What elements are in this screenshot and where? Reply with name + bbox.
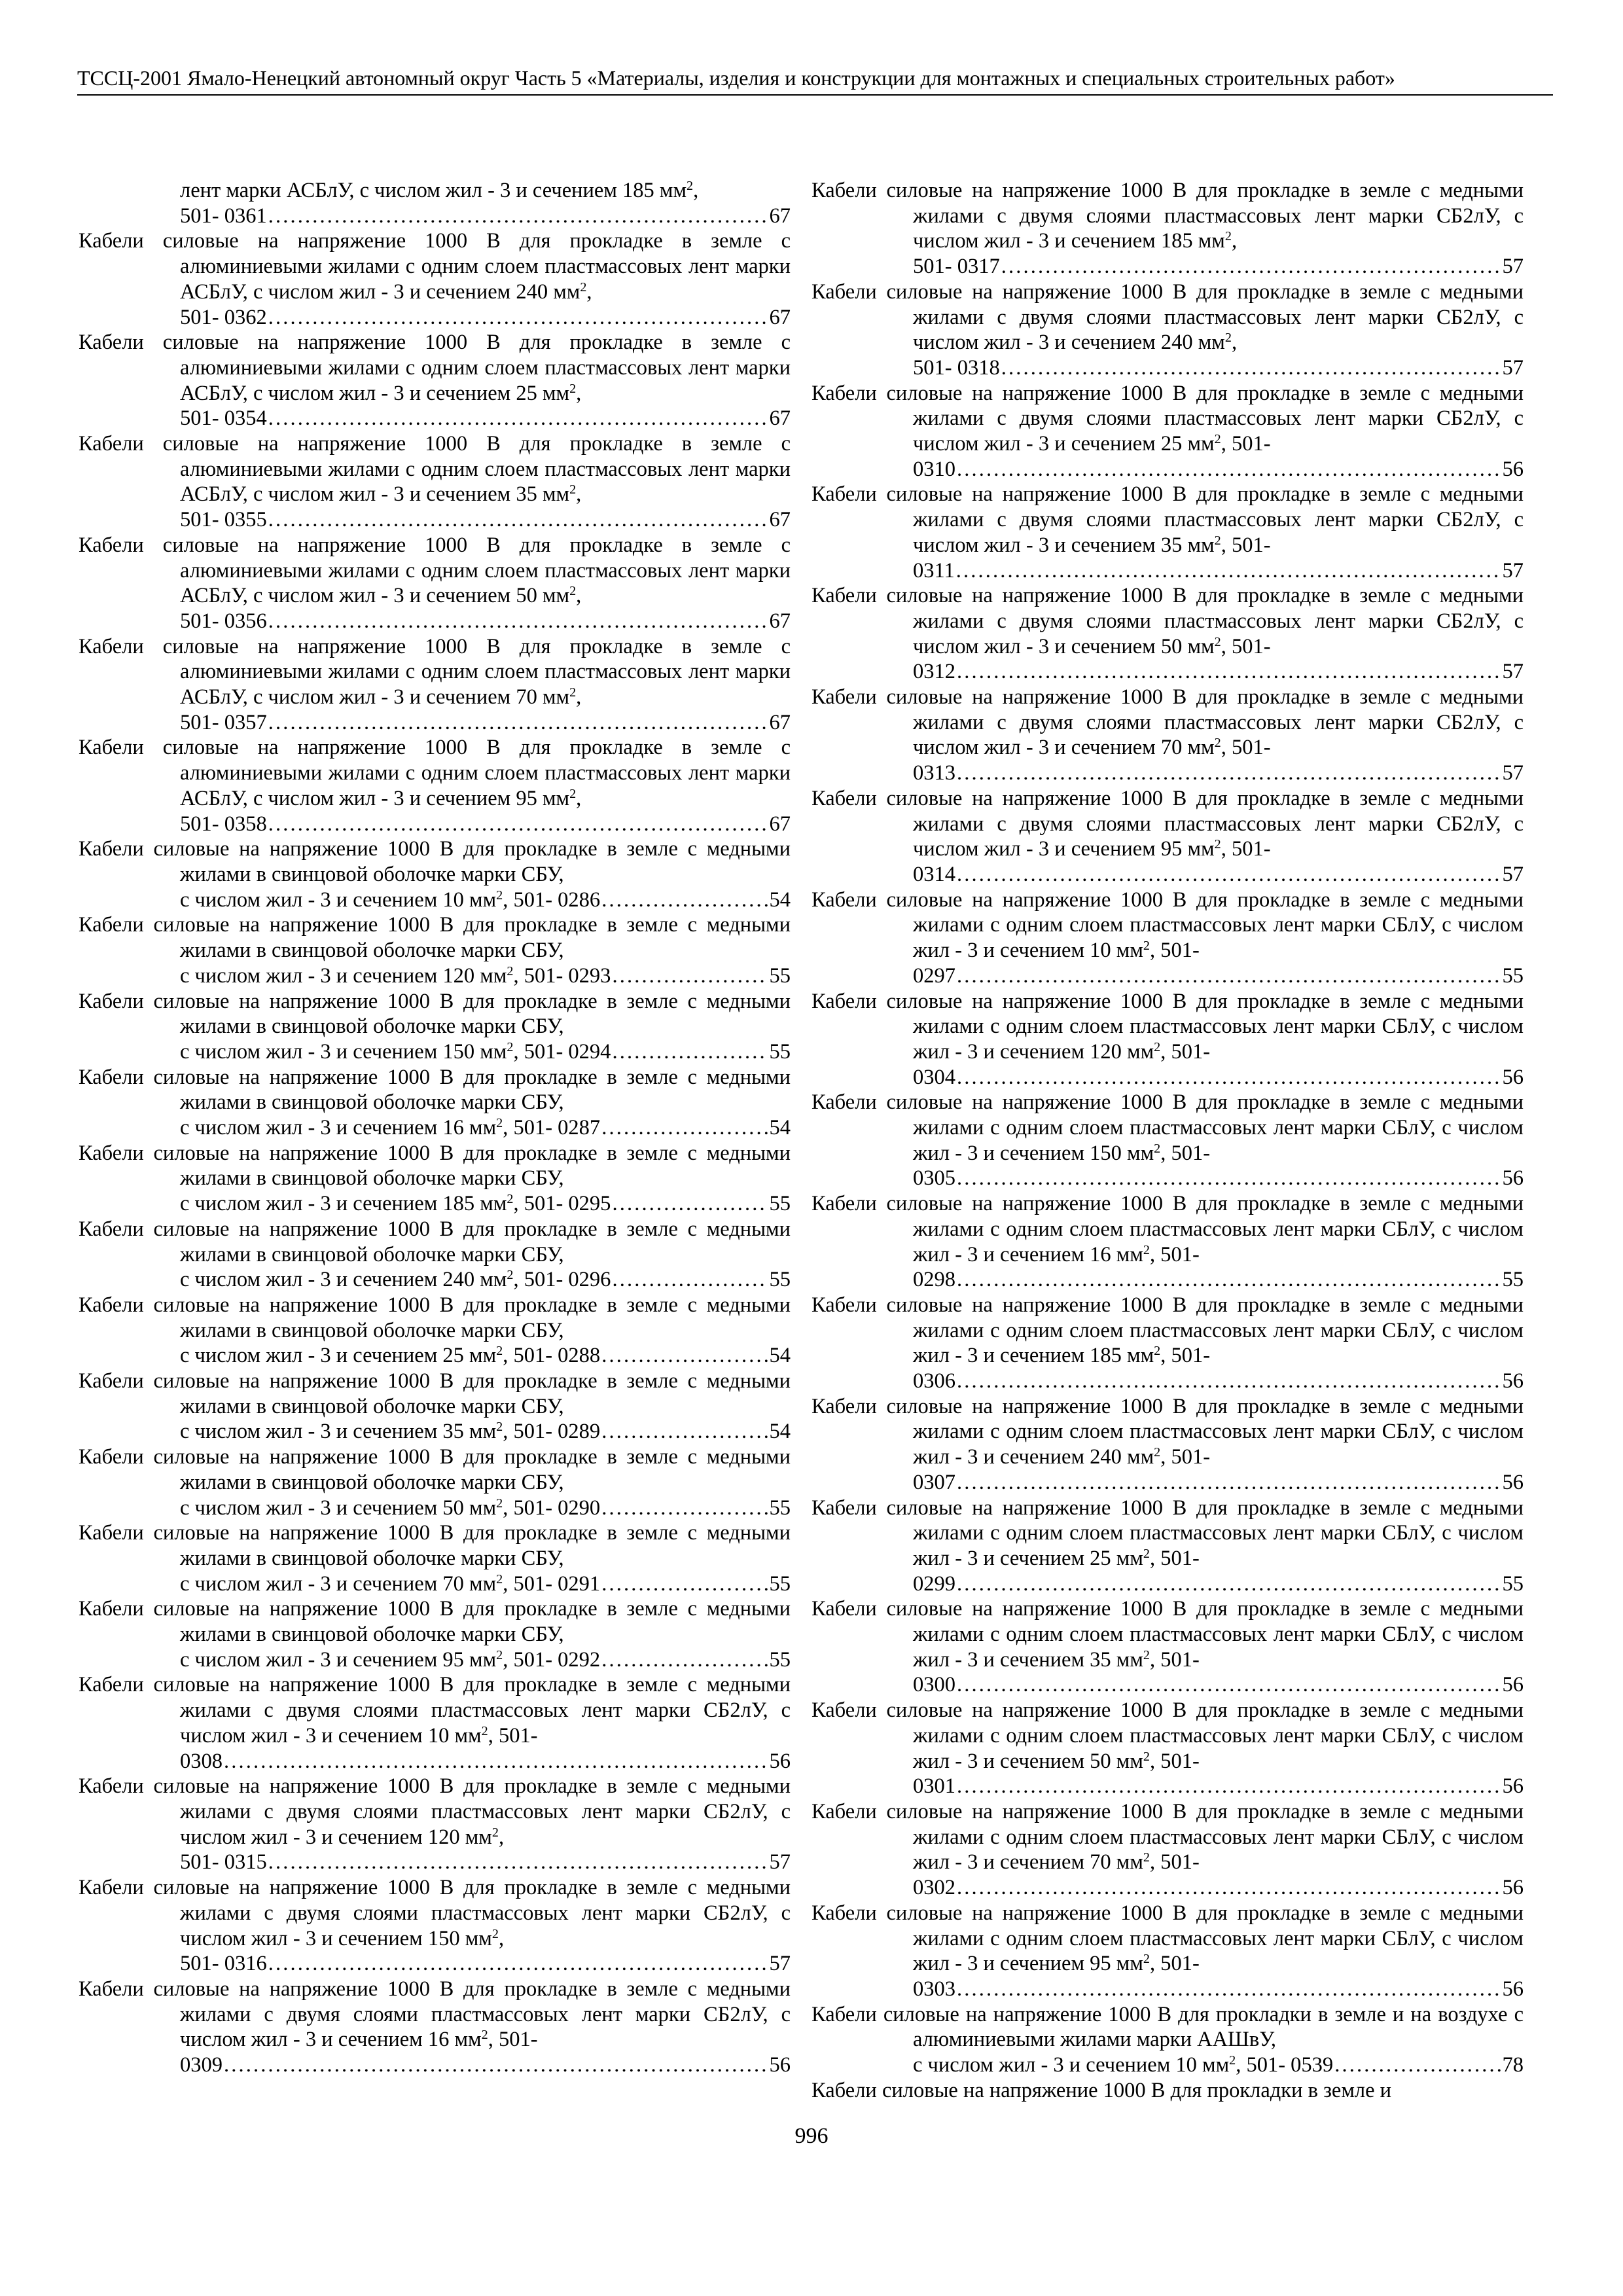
entry-text: Кабели силовые на напряжение 1000 В для прокладке в земле с медными жилами в свинцовой оболочке марки СБУ, (79, 1293, 791, 1342)
entry-text: Кабели силовые на напряжение 1000 В для прокладке в земле с медными жилами с одним слоем пластмассовых лент марки СБлУ, с числом жил - 3 и сечением 50 мм (812, 1698, 1524, 1773)
entry-leader-line (79, 1343, 791, 1369)
entry-code: 501- 0355 (180, 508, 267, 532)
index-entry (79, 1217, 791, 1267)
leader-dots (957, 1672, 1501, 1698)
entry-text: Кабели силовые на напряжение 1000 В для прокладке в земле с медными жилами с двумя слоями пластмассовых лент марки СБ2лУ, с числом жил - 3 и сечением 10 мм (79, 1673, 791, 1748)
entry-text-tail: с числом жил - 3 и сечением 185 $мм^2$, 501- 0295 (180, 1192, 611, 1216)
entry-page: 57 (1502, 558, 1524, 583)
entry-leader-line (812, 2053, 1524, 2078)
entry-leader-line (812, 761, 1524, 786)
index-entry: Кабели силовые на напряжение 1000 В для прокладке в земле с медными жилами с двумя слоями пластмассовых лент марки СБ2лУ, с числом жил - 3 и сечением 50 $мм^2$, 501- (812, 584, 1524, 658)
entry-code: 0311 (913, 558, 955, 583)
entry-text-tail: с числом жил - 3 и сечением 50 $мм^2$, 501- 0290 (180, 1496, 601, 1520)
index-entry (79, 1065, 791, 1115)
entry-code: 0306 (913, 1369, 955, 1393)
leader-dots (268, 507, 768, 533)
entry-text: Кабели силовые на напряжение 1000 В для прокладке в земле с алюминиевыми жилами с одним слоем пластмассовых лент марки АСБлУ, с числом жил - 3 и сечением 25 мм (79, 331, 791, 405)
entry-text: Кабели силовые на напряжение 1000 В для прокладке в земле с медными жилами с двумя слоями пластмассовых лент марки СБ2лУ, с числом жил - 3 и сечением 240 мм (812, 279, 1524, 355)
entry-text: Кабели силовые на напряжение 1000 В для прокладке в земле с алюминиевыми жилами с одним слоем пластмассовых лент марки АСБлУ, с числом жил - 3 и сечением 35 мм (79, 432, 791, 507)
index-entry: Кабели силовые на напряжение 1000 В для прокладке в земле с медными жилами с двумя слоями пластмассовых лент марки СБ2лУ, с числом жил - 3 и сечением 25 $мм^2$, 501- (812, 381, 1524, 456)
entry-page: 57 (1502, 862, 1524, 886)
entry-leader-line (812, 1774, 1524, 1799)
entry-text: Кабели силовые на напряжение 1000 В для прокладке в земле с медными жилами с одним слоем пластмассовых лент марки СБлУ, с числом жил - 3 и сечением 185 мм (812, 1293, 1524, 1368)
entry-text: Кабели силовые на напряжение 1000 В для прокладке в земле с медными жилами с одним слоем пластмассовых лент марки СБлУ, с числом жил - 3 и сечением 35 мм (812, 1597, 1524, 1672)
entry-leader-line (79, 507, 791, 533)
entry-text: Кабели силовые на напряжение 1000 В для прокладке в земле с алюминиевыми жилами с одним слоем пластмассовых лент марки АСБлУ, с числом жил - 3 и сечением 95 мм (79, 736, 791, 810)
entry-page: 55 (1502, 1268, 1524, 1292)
entry-leader-line (79, 812, 791, 837)
entry-code: 501- 0357 (180, 710, 267, 734)
entry-leader-line (812, 558, 1524, 584)
entry-page: 55 (769, 1647, 791, 1672)
entry-code: 501- 0316 (180, 1952, 267, 1976)
leader-dots (1334, 2053, 1501, 2078)
leader-dots (224, 1749, 768, 1774)
entry-page: 67 (769, 812, 791, 836)
entry-text: Кабели силовые на напряжение 1000 В для прокладке в земле с медными жилами с двумя слоями пластмассовых лент марки СБ2лУ, с числом жил - 3 и сечением 95 мм (812, 786, 1524, 861)
index-entry (812, 2002, 1524, 2053)
index-entry (79, 989, 791, 1039)
entry-leader-line (79, 710, 791, 736)
index-entry (79, 1369, 791, 1419)
entry-page: 56 (1502, 457, 1524, 481)
entry-page: 67 (769, 508, 791, 532)
entry-leader-line (812, 659, 1524, 685)
entry-leader-line (79, 1419, 791, 1444)
superscript: 2 (1214, 533, 1221, 548)
entry-page: 55 (1502, 1571, 1524, 1596)
leader-dots (957, 1571, 1501, 1597)
leader-dots (957, 1369, 1501, 1394)
superscript: 2 (1143, 1850, 1150, 1865)
leader-dots (956, 558, 1501, 584)
entry-code: 0312 (913, 660, 955, 684)
entry-page: 56 (1502, 1673, 1524, 1697)
superscript: 2 (496, 1115, 503, 1130)
superscript: 2 (1143, 1546, 1150, 1561)
entry-text: Кабели силовые на напряжение 1000 В для прокладке в земле с медными жилами в свинцовой оболочке марки СБУ, (79, 1445, 791, 1494)
index-entry: Кабели силовые на напряжение 1000 В для прокладке в земле с медными жилами с двумя слоями пластмассовых лент марки СБ2лУ, с числом жил - 3 и сечением 10 $мм^2$, 501- (79, 1673, 791, 1748)
entry-code: 0301 (913, 1774, 955, 1799)
superscript: 2 (580, 279, 587, 295)
index-entry: Кабели силовые на напряжение 1000 В для прокладке в земле с алюминиевыми жилами с одним слоем пластмассовых лент марки АСБлУ, с числом жил - 3 и сечением 35 $мм^2$, (79, 432, 791, 507)
entry-text: Кабели силовые на напряжение 1000 В для прокладке в земле с медными жилами в свинцовой оболочке марки СБУ, (79, 913, 791, 963)
superscript: 2 (687, 178, 694, 193)
entry-code: 0298 (913, 1268, 955, 1292)
entry-code: 501- 0361 (180, 204, 267, 228)
entry-page: 56 (769, 2053, 791, 2077)
entry-page: 55 (769, 1039, 791, 1064)
entry-page: 67 (769, 406, 791, 431)
index-entry: Кабели силовые на напряжение 1000 В для прокладке в земле с медными жилами с двумя слоями пластмассовых лент марки СБ2лУ, с числом жил - 3 и сечением 150 $мм^2$, (79, 1876, 791, 1950)
leader-dots (957, 1774, 1501, 1799)
leader-dots (601, 1115, 768, 1141)
superscript: 2 (1214, 634, 1221, 649)
entry-page: 67 (769, 710, 791, 734)
entry-page: 56 (1502, 1774, 1524, 1799)
entry-text-tail: с числом жил - 3 и сечением 95 $мм^2$, 501- 0292 (180, 1647, 601, 1672)
entry-leader-line (79, 1115, 791, 1141)
running-header: ТССЦ-2001 Ямало-Ненецкий автономный округ Часть 5 «Материалы, изделия и конструкции для монтажных и специальных строительных работ» (77, 65, 1553, 96)
index-entry: Кабели силовые на напряжение 1000 В для прокладке в земле с алюминиевыми жилами с одним слоем пластмассовых лент марки АСБлУ, с числом жил - 3 и сечением 50 $мм^2$, (79, 533, 791, 608)
entry-leader-line (812, 254, 1524, 279)
entry-code: 0303 (913, 1977, 955, 2001)
superscript: 2 (569, 786, 577, 801)
superscript: 2 (1154, 1344, 1161, 1359)
entry-leader-line (79, 1496, 791, 1521)
entry-leader-line (812, 457, 1524, 482)
entry-leader-line (812, 1875, 1524, 1901)
superscript: 2 (1154, 1445, 1161, 1460)
leader-dots (1001, 355, 1501, 381)
entry-page: 78 (1502, 2053, 1524, 2077)
entry-code: 0309 (180, 2053, 223, 2077)
superscript: 2 (491, 1926, 499, 1941)
index-entry: Кабели силовые на напряжение 1000 В для прокладке в земле с медными жилами с одним слоем пластмассовых лент марки СБлУ, с числом жил - 3 и сечением 50 $мм^2$, 501- (812, 1698, 1524, 1773)
entry-text-tail: с числом жил - 3 и сечением 16 $мм^2$, 501- 0287 (180, 1115, 601, 1140)
entry-text: Кабели силовые на напряжение 1000 В для прокладке в земле с медными жилами в свинцовой оболочке марки СБУ, (79, 1369, 791, 1418)
superscript: 2 (496, 1420, 503, 1435)
entry-leader-line (79, 305, 791, 331)
leader-dots (957, 963, 1501, 989)
entry-code: 0302 (913, 1876, 955, 1900)
leader-dots (957, 1875, 1501, 1901)
superscript: 2 (496, 1571, 503, 1587)
entry-text: Кабели силовые на напряжение 1000 В для прокладке в земле с медными жилами в свинцовой оболочке марки СБУ, (79, 1597, 791, 1647)
leader-dots (957, 659, 1501, 685)
entry-text: Кабели силовые на напряжение 1000 В для прокладке в земле с алюминиевыми жилами с одним слоем пластмассовых лент марки АСБлУ, с числом жил - 3 и сечением 70 мм (79, 634, 791, 709)
index-entry: Кабели силовые на напряжение 1000 В для прокладке в земле с медными жилами с одним слоем пластмассовых лент марки СБлУ, с числом жил - 3 и сечением 35 $мм^2$, 501- (812, 1597, 1524, 1672)
entry-text: Кабели силовые на напряжение 1000 В для прокладке в земле с медными жилами с одним слоем пластмассовых лент марки СБлУ, с числом жил - 3 и сечением 120 мм (812, 989, 1524, 1064)
index-entry: Кабели силовые на напряжение 1000 В для прокладке в земле с медными жилами с двумя слоями пластмассовых лент марки СБ2лУ, с числом жил - 3 и сечением 70 $мм^2$, 501- (812, 685, 1524, 760)
index-entry: Кабели силовые на напряжение 1000 В для прокладке в земле с медными жилами с двумя слоями пластмассовых лент марки СБ2лУ, с числом жил - 3 и сечением 120 $мм^2$, (79, 1774, 791, 1849)
entry-leader-line (812, 1977, 1524, 2002)
leader-dots (612, 1267, 768, 1293)
leader-dots (1001, 254, 1501, 279)
entry-text-tail: с числом жил - 3 и сечением 10 $мм^2$, 501- 0286 (180, 888, 601, 912)
index-column-left (79, 178, 791, 2078)
leader-dots (601, 1496, 768, 1521)
entry-leader-line (812, 1065, 1524, 1090)
entry-page: 57 (769, 1850, 791, 1874)
superscript: 2 (496, 1496, 503, 1511)
entry-page: 54 (769, 1344, 791, 1368)
entry-text: Кабели силовые на напряжение 1000 В для прокладке в земле с медными жилами с двумя слоями пластмассовых лент марки СБ2лУ, с числом жил - 3 и сечением 70 мм (812, 685, 1524, 760)
entry-leader-line (812, 963, 1524, 989)
page-number: 996 (794, 2124, 829, 2148)
entry-leader-line (79, 609, 791, 634)
entry-page: 67 (769, 609, 791, 633)
leader-dots (612, 1039, 768, 1065)
entry-page: 55 (769, 1496, 791, 1520)
leader-dots (601, 1571, 768, 1597)
entry-page: 57 (1502, 761, 1524, 785)
entry-text-tail: с числом жил - 3 и сечением 70 $мм^2$, 501- 0291 (180, 1571, 601, 1596)
leader-dots (612, 1191, 768, 1217)
index-entry (812, 2078, 1524, 2104)
entry-text: Кабели силовые на напряжение 1000 В для прокладке в земле с медными жилами с одним слоем пластмассовых лент марки СБлУ, с числом жил - 3 и сечением 25 мм (812, 1496, 1524, 1570)
leader-dots (957, 761, 1501, 786)
leader-dots (268, 710, 768, 736)
entry-code: 0307 (913, 1470, 955, 1494)
entry-page: 54 (769, 888, 791, 912)
entry-code: 501- 0358 (180, 812, 267, 836)
entry-page: 56 (1502, 1876, 1524, 1900)
index-entry: Кабели силовые на напряжение 1000 В для прокладке в земле с медными жилами с одним слоем пластмассовых лент марки СБлУ, с числом жил - 3 и сечением 25 $мм^2$, 501- (812, 1496, 1524, 1570)
index-column-right (812, 178, 1524, 2103)
entry-code: 501- 0317 (913, 255, 1000, 279)
entry-text: Кабели силовые на напряжение 1000 В для прокладке в земле с медными жилами с одним слоем пластмассовых лент марки СБлУ, с числом жил - 3 и сечением 150 мм (812, 1090, 1524, 1165)
index-entry (79, 1596, 791, 1647)
leader-dots (612, 963, 768, 989)
entry-text-tail: с числом жил - 3 и сечением 240 $мм^2$, 501- 0296 (180, 1268, 611, 1292)
entry-leader-line (79, 406, 791, 431)
leader-dots (268, 204, 768, 229)
index-entry: Кабели силовые на напряжение 1000 В для прокладке в земле с медными жилами с двумя слоями пластмассовых лент марки СБ2лУ, с числом жил - 3 и сечением 240 $мм^2$, (812, 279, 1524, 355)
entry-page: 57 (1502, 660, 1524, 684)
entry-page: 56 (769, 1749, 791, 1773)
superscript: 2 (507, 963, 514, 978)
superscript: 2 (1143, 1242, 1150, 1257)
index-entry: Кабели силовые на напряжение 1000 В для прокладке в земле с медными жилами с двумя слоями пластмассовых лент марки СБ2лУ, с числом жил - 3 и сечением 185 $мм^2$, (812, 179, 1524, 253)
entry-page: 54 (769, 1116, 791, 1140)
index-entry: Кабели силовые на напряжение 1000 В для прокладке в земле с медными жилами с одним слоем пластмассовых лент марки СБлУ, с числом жил - 3 и сечением 240 $мм^2$, 501- (812, 1394, 1524, 1469)
index-entry (79, 1444, 791, 1495)
superscript: 2 (496, 1344, 503, 1359)
entry-leader-line (79, 1191, 791, 1217)
superscript: 2 (1229, 2053, 1236, 2068)
index-entry: Кабели силовые на напряжение 1000 В для прокладке в земле с медными жилами с одним слоем пластмассовых лент марки СБлУ, с числом жил - 3 и сечением 10 $мм^2$, 501- (812, 888, 1524, 963)
leader-dots (957, 1166, 1501, 1191)
entry-page: 57 (1502, 355, 1524, 380)
leader-dots (601, 1647, 768, 1673)
entry-page: 56 (1502, 1166, 1524, 1191)
entry-leader-line (812, 1267, 1524, 1293)
leader-dots (601, 888, 768, 913)
entry-leader-line (812, 355, 1524, 381)
entry-code: 501- 0362 (180, 305, 267, 329)
entry-text: Кабели силовые на напряжение 1000 В для прокладке в земле с алюминиевыми жилами с одним слоем пластмассовых лент марки АСБлУ, с числом жил - 3 и сечением 50 мм (79, 533, 791, 608)
leader-dots (268, 406, 768, 431)
leader-dots (957, 862, 1501, 888)
superscript: 2 (1143, 1647, 1150, 1662)
superscript: 2 (1154, 1141, 1161, 1156)
entry-leader-line (79, 1749, 791, 1774)
index-entry: Кабели силовые на напряжение 1000 В для прокладке в земле с медными жилами с двумя слоями пластмассовых лент марки СБ2лУ, с числом жил - 3 и сечением 95 $мм^2$, 501- (812, 786, 1524, 861)
superscript: 2 (481, 2028, 488, 2043)
entry-text: Кабели силовые на напряжение 1000 В для прокладке в земле с медными жилами в свинцовой оболочке марки СБУ, (79, 1521, 791, 1570)
entry-text-tail: с числом жил - 3 и сечением 25 $мм^2$, 501- 0288 (180, 1344, 601, 1368)
entry-code: 0305 (913, 1166, 955, 1191)
entry-text: Кабели силовые на напряжение 1000 В для прокладке в земле с медными жилами с двумя слоями пластмассовых лент марки СБ2лУ, с числом жил - 3 и сечением 50 мм (812, 584, 1524, 658)
superscript: 2 (1224, 229, 1232, 244)
superscript: 2 (507, 1192, 514, 1207)
leader-dots (957, 1267, 1501, 1293)
superscript: 2 (496, 888, 503, 903)
entry-code: 0313 (913, 761, 955, 785)
leader-dots (957, 1065, 1501, 1090)
index-entry: Кабели силовые на напряжение 1000 В для прокладке в земле с алюминиевыми жилами с одним слоем пластмассовых лент марки АСБлУ, с числом жил - 3 и сечением 70 $мм^2$, (79, 634, 791, 709)
entry-code: 0300 (913, 1673, 955, 1697)
leader-dots (268, 1850, 768, 1875)
entry-code: 0299 (913, 1571, 955, 1596)
entry-code: 0310 (913, 457, 955, 481)
index-entry: Кабели силовые на напряжение 1000 В для прокладке в земле с медными жилами с двумя слоями пластмассовых лент марки СБ2лУ, с числом жил - 3 и сечением 16 $мм^2$, 501- (79, 1977, 791, 2052)
entry-leader-line (79, 1951, 791, 1977)
leader-dots (268, 1951, 768, 1977)
entry-page: 56 (1502, 1977, 1524, 2001)
leader-dots (268, 609, 768, 634)
entry-page: 55 (769, 1268, 791, 1292)
entry-text: Кабели силовые на напряжение 1000 В для прокладке в земле с медными жилами в свинцовой оболочке марки СБУ, (79, 1141, 791, 1191)
index-entry: лент марки АСБлУ, с числом жил - 3 и сечением 185 $мм^2$, (180, 178, 699, 202)
leader-dots (268, 812, 768, 837)
index-entry: Кабели силовые на напряжение 1000 В для прокладке в земле с медными жилами с одним слоем пластмассовых лент марки СБлУ, с числом жил - 3 и сечением 70 $мм^2$, 501- (812, 1800, 1524, 1874)
entry-text: Кабели силовые на напряжение 1000 В для прокладке в земле с алюминиевыми жилами с одним слоем пластмассовых лент марки АСБлУ, с числом жил - 3 и сечением 240 мм (79, 229, 791, 304)
entry-leader-line (812, 1369, 1524, 1394)
superscript: 2 (569, 685, 577, 700)
entry-page: 57 (1502, 255, 1524, 279)
entry-text: Кабели силовые на напряжение 1000 В для прокладке в земле с медными жилами с двумя слоями пластмассовых лент марки СБ2лУ, с числом жил - 3 и сечением 120 мм (79, 1774, 791, 1849)
entry-page: 67 (769, 204, 791, 228)
index-entry: Кабели силовые на напряжение 1000 В для прокладке в земле с медными жилами с одним слоем пластмассовых лент марки СБлУ, с числом жил - 3 и сечением 185 $мм^2$, 501- (812, 1293, 1524, 1368)
entry-text: Кабели силовые на напряжение 1000 В для прокладки в земле и на воздухе с алюминиевыми жилами марки ААШвУ, (812, 2002, 1524, 2052)
entry-page: 55 (1502, 963, 1524, 988)
entry-text: Кабели силовые на напряжение 1000 В для прокладке в земле с медными жилами с одним слоем пластмассовых лент марки СБлУ, с числом жил - 3 и сечением 95 мм (812, 1901, 1524, 1976)
entry-text: лент марки АСБлУ, с числом жил - 3 и сечением 185 мм (180, 179, 687, 202)
entry-code: 0308 (180, 1749, 223, 1773)
entry-text: Кабели силовые на напряжение 1000 В для прокладки в земле и (812, 2078, 1392, 2102)
entry-leader-line (79, 1850, 791, 1875)
entry-text: Кабели силовые на напряжение 1000 В для прокладке в земле с медными жилами в свинцовой оболочке марки СБУ, (79, 837, 791, 886)
entry-leader-line (812, 1166, 1524, 1191)
index-entry: Кабели силовые на напряжение 1000 В для прокладке в земле с медными жилами с одним слоем пластмассовых лент марки СБлУ, с числом жил - 3 и сечением 150 $мм^2$, 501- (812, 1090, 1524, 1165)
entry-page: 54 (769, 1420, 791, 1444)
superscript: 2 (1143, 1952, 1150, 1967)
superscript: 2 (1214, 837, 1221, 852)
entry-code: 0297 (913, 963, 955, 988)
index-entry (79, 1293, 791, 1343)
entry-text: Кабели силовые на напряжение 1000 В для прокладке в земле с медными жилами в свинцовой оболочке марки СБУ, (79, 989, 791, 1039)
entry-leader-line (79, 1267, 791, 1293)
entry-text-tail: с числом жил - 3 и сечением 150 $мм^2$, 501- 0294 (180, 1039, 611, 1064)
superscript: 2 (569, 381, 577, 396)
entry-code: 0304 (913, 1065, 955, 1089)
entry-text: Кабели силовые на напряжение 1000 В для прокладке в земле с медными жилами с двумя слоями пластмассовых лент марки СБ2лУ, с числом жил - 3 и сечением 25 мм (812, 381, 1524, 456)
leader-dots (268, 305, 768, 331)
entry-page: 56 (1502, 1065, 1524, 1089)
index-entry: Кабели силовые на напряжение 1000 В для прокладке в земле с алюминиевыми жилами с одним слоем пластмассовых лент марки АСБлУ, с числом жил - 3 и сечением 95 $мм^2$, (79, 736, 791, 810)
superscript: 2 (491, 1825, 499, 1840)
superscript: 2 (1143, 939, 1150, 954)
entry-page: 55 (769, 1571, 791, 1596)
entry-leader-line (812, 862, 1524, 888)
entry-text: Кабели силовые на напряжение 1000 В для прокладке в земле с медными жилами с двумя слоями пластмассовых лент марки СБ2лУ, с числом жил - 3 и сечением 35 мм (812, 482, 1524, 557)
entry-text: Кабели силовые на напряжение 1000 В для прокладке в земле с медными жилами с двумя слоями пластмассовых лент марки СБ2лУ, с числом жил - 3 и сечением 185 мм (812, 179, 1524, 253)
entry-text: Кабели силовые на напряжение 1000 В для прокладке в земле с медными жилами с одним слоем пластмассовых лент марки СБлУ, с числом жил - 3 и сечением 16 мм (812, 1192, 1524, 1266)
leader-dots (957, 1470, 1501, 1496)
entry-code: 501- 0315 (180, 1850, 267, 1874)
entry-leader-line (79, 963, 791, 989)
entry-leader-line (79, 1571, 791, 1597)
entry-leader-line (79, 888, 791, 913)
entry-text: Кабели силовые на напряжение 1000 В для прокладке в земле с медными жилами с одним слоем пластмассовых лент марки СБлУ, с числом жил - 3 и сечением 10 мм (812, 888, 1524, 963)
leader-dots (957, 1977, 1501, 2002)
entry-code: 501- 0354 (180, 406, 267, 431)
entry-leader-line (812, 1571, 1524, 1597)
superscript: 2 (569, 584, 577, 599)
entry-text-tail: с числом жил - 3 и сечением 10 $мм^2$, 501- 0539 (913, 2053, 1334, 2077)
superscript: 2 (1214, 431, 1221, 446)
superscript: 2 (1224, 331, 1232, 346)
entry-page: 67 (769, 305, 791, 329)
entry-code: 501- 0356 (180, 609, 267, 633)
leader-dots (601, 1419, 768, 1444)
index-entry: Кабели силовые на напряжение 1000 В для прокладке в земле с медными жилами с одним слоем пластмассовых лент марки СБлУ, с числом жил - 3 и сечением 120 $мм^2$, 501- (812, 989, 1524, 1064)
superscript: 2 (1214, 736, 1221, 751)
entry-leader-line (812, 1672, 1524, 1698)
entry-leader-line (79, 1039, 791, 1065)
superscript: 2 (569, 482, 577, 497)
entry-page: 56 (1502, 1369, 1524, 1393)
superscript: 2 (1143, 1749, 1150, 1764)
index-entry: Кабели силовые на напряжение 1000 В для прокладке в земле с алюминиевыми жилами с одним слоем пластмассовых лент марки АСБлУ, с числом жил - 3 и сечением 240 $мм^2$, (79, 229, 791, 304)
entry-leader-line (79, 2053, 791, 2078)
leader-dots (601, 1343, 768, 1369)
entry-page: 56 (1502, 1470, 1524, 1494)
superscript: 2 (507, 1039, 514, 1054)
entry-page: 55 (769, 1192, 791, 1216)
index-entry: Кабели силовые на напряжение 1000 В для прокладке в земле с медными жилами с одним слоем пластмассовых лент марки СБлУ, с числом жил - 3 и сечением 16 $мм^2$, 501- (812, 1192, 1524, 1266)
entry-text: Кабели силовые на напряжение 1000 В для прокладке в земле с медными жилами в свинцовой оболочке марки СБУ, (79, 1217, 791, 1266)
entry-leader-line (79, 1647, 791, 1673)
leader-dots (957, 457, 1501, 482)
leader-dots (224, 2053, 768, 2078)
entry-leader-line (79, 204, 791, 229)
index-entry (79, 912, 791, 963)
entry-text: Кабели силовые на напряжение 1000 В для прокладке в земле с медными жилами в свинцовой оболочке марки СБУ, (79, 1065, 791, 1115)
superscript: 2 (507, 1268, 514, 1283)
entry-page: 55 (769, 963, 791, 988)
entry-text: Кабели силовые на напряжение 1000 В для прокладке в земле с медными жилами с одним слоем пластмассовых лент марки СБлУ, с числом жил - 3 и сечением 240 мм (812, 1394, 1524, 1469)
index-entry: Кабели силовые на напряжение 1000 В для прокладке в земле с алюминиевыми жилами с одним слоем пластмассовых лент марки АСБлУ, с числом жил - 3 и сечением 25 $мм^2$, (79, 331, 791, 405)
superscript: 2 (481, 1723, 488, 1738)
entry-code: 0314 (913, 862, 955, 886)
entry-text: Кабели силовые на напряжение 1000 В для прокладке в земле с медными жилами с двумя слоями пластмассовых лент марки СБ2лУ, с числом жил - 3 и сечением 150 мм (79, 1876, 791, 1950)
index-entry (79, 1141, 791, 1191)
entry-text-tail: с числом жил - 3 и сечением 120 $мм^2$, 501- 0293 (180, 963, 611, 988)
entry-page: 57 (769, 1952, 791, 1976)
index-entry: Кабели силовые на напряжение 1000 В для прокладке в земле с медными жилами с одним слоем пластмассовых лент марки СБлУ, с числом жил - 3 и сечением 95 $мм^2$, 501- (812, 1901, 1524, 1976)
index-entry (79, 836, 791, 887)
index-entry: Кабели силовые на напряжение 1000 В для прокладке в земле с медными жилами с двумя слоями пластмассовых лент марки СБ2лУ, с числом жил - 3 и сечением 35 $мм^2$, 501- (812, 482, 1524, 557)
superscript: 2 (1154, 1039, 1161, 1054)
entry-text-tail: с числом жил - 3 и сечением 35 $мм^2$, 501- 0289 (180, 1420, 601, 1444)
superscript: 2 (496, 1647, 503, 1662)
entry-text: Кабели силовые на напряжение 1000 В для прокладке в земле с медными жилами с одним слоем пластмассовых лент марки СБлУ, с числом жил - 3 и сечением 70 мм (812, 1800, 1524, 1874)
entry-leader-line (812, 1470, 1524, 1496)
index-entry (79, 1520, 791, 1571)
entry-code: 501- 0318 (913, 355, 1000, 380)
entry-text: Кабели силовые на напряжение 1000 В для прокладке в земле с медными жилами с двумя слоями пластмассовых лент марки СБ2лУ, с числом жил - 3 и сечением 16 мм (79, 1977, 791, 2052)
